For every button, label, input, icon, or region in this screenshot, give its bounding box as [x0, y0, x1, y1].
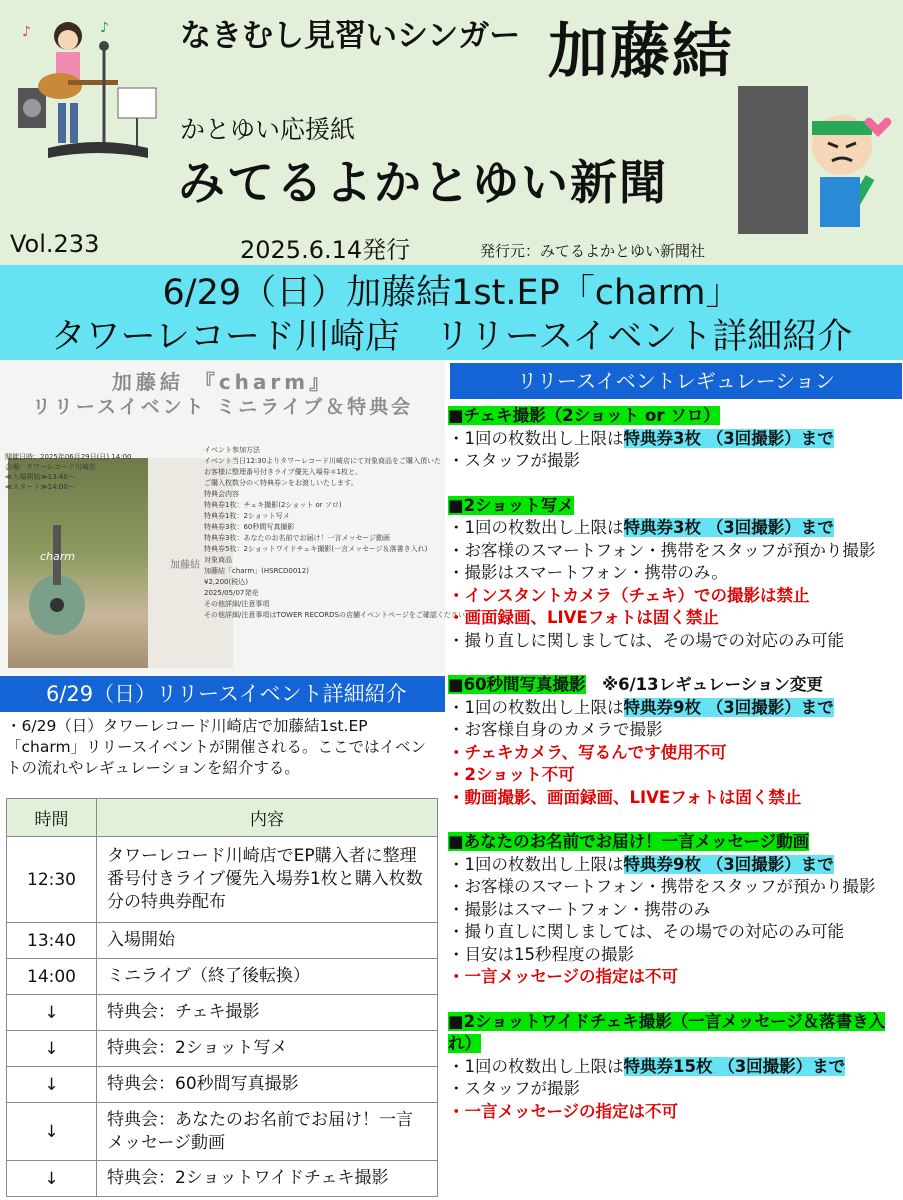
- paper-name: みてるよかとゆい新聞: [178, 156, 668, 211]
- volume-number: Vol.233: [10, 230, 100, 258]
- table-row: [7, 1161, 438, 1197]
- section-bar-event-details: 6/29（日）リリースイベント詳細紹介: [0, 676, 445, 712]
- regulation-warning: ・一言メッセージの指定は不可: [448, 1101, 679, 1121]
- regulation-heading: ■2ショット写メ: [448, 495, 574, 515]
- regulation-limit: ・1回の枚数出し上限は特典券9枚 （3回撮影）まで: [448, 854, 834, 874]
- regulation-list: [448, 405, 900, 1145]
- issue-date: 2025.6.14発行: [240, 236, 411, 264]
- publisher: 発行元：みてるよかとゆい新聞社: [480, 242, 706, 260]
- table-row: [7, 959, 438, 995]
- regulation-line: ・目安は15秒程度の撮影: [448, 944, 634, 964]
- headline: [0, 265, 903, 360]
- headline-line-1: 6/29（日）加藤結1st.EP「charm」: [162, 273, 741, 313]
- regulation-block-60sec: [448, 674, 900, 809]
- schedule-time: ↓: [7, 1031, 97, 1067]
- column-header-content: 内容: [97, 799, 438, 837]
- schedule-time: ↓: [7, 1067, 97, 1103]
- regulation-block-message-video: [448, 831, 900, 989]
- schedule-content: 入場開始: [97, 923, 438, 959]
- fan-illustration: [800, 95, 900, 235]
- table-row: [7, 923, 438, 959]
- flyer-details: 開催日時：2025年06月29日(日) 14:00 会場：タワーレコード川崎店 ≪入場開始≫13:40～ ≪スタート≫14:00～: [5, 453, 132, 491]
- regulation-line: ・お客様のスマートフォン・携帯をスタッフが預かり撮影: [448, 877, 876, 896]
- regulation-heading: ■あなたのお名前でお届け！一言メッセージ動画: [448, 832, 810, 851]
- flyer-photo-caption: charm: [40, 550, 75, 563]
- section-bar-regulation: リリースイベントレギュレーション: [450, 363, 902, 399]
- schedule-table: [6, 798, 438, 1197]
- flyer-cover-label: 加藤結: [170, 560, 200, 571]
- guitar-illustration: [22, 520, 92, 640]
- table-row: [7, 1103, 438, 1161]
- regulation-heading-note: ※6/13レギュレーション変更: [585, 675, 823, 694]
- schedule-time: 14:00: [7, 959, 97, 995]
- schedule-time: 13:40: [7, 923, 97, 959]
- singer-illustration: [8, 8, 168, 168]
- table-header-row: [7, 799, 438, 837]
- regulation-line: ・お客様自身のカメラで撮影: [448, 720, 663, 739]
- schedule-content: 特典会：チェキ撮影: [97, 995, 438, 1031]
- regulation-limit: ・1回の枚数出し上限は特典券3枚 （3回撮影）まで: [448, 428, 834, 448]
- schedule-time: ↓: [7, 1161, 97, 1197]
- masthead: [0, 0, 903, 265]
- regulation-line: ・撮り直しに関しましては、その場での対応のみ可能: [448, 922, 844, 941]
- regulation-heading: ■チェキ撮影（2ショット or ソロ）: [448, 406, 720, 425]
- svg-text:♪: ♪: [100, 20, 109, 36]
- regulation-line: ・撮り直しに関しましては、その場での対応のみ可能: [448, 630, 844, 650]
- table-row: [7, 837, 438, 923]
- schedule-time: ↓: [7, 1103, 97, 1161]
- regulation-heading: ■60秒間写真撮影 ※6/13レギュレーション変更: [448, 675, 823, 694]
- regulation-line: ・スタッフが撮影: [448, 1079, 580, 1098]
- intro-text: ・6/29（日）タワーレコード川崎店で加藤結1st.EP「charm」リリースイベントが開催される。ここではイベントの流れやレギュレーションを紹介する。: [6, 717, 426, 777]
- regulation-limit: ・1回の枚数出し上限は特典券3枚 （3回撮影）まで: [448, 518, 834, 537]
- regulation-limit: ・1回の枚数出し上限は特典券9枚 （3回撮影）まで: [448, 697, 834, 717]
- regulation-warning: ・インスタントカメラ（チェキ）での撮影は禁止: [448, 585, 810, 605]
- regulation-line: ・スタッフが撮影: [448, 451, 580, 470]
- schedule-content: 特典会：60秒間写真撮影: [97, 1067, 438, 1103]
- schedule-time: ↓: [7, 995, 97, 1031]
- table-row: [7, 1031, 438, 1067]
- svg-text:♪: ♪: [22, 24, 31, 40]
- event-flyer: [0, 360, 472, 675]
- column-header-time: 時間: [7, 799, 97, 837]
- schedule-content: ミニライブ（終了後転換）: [97, 959, 438, 995]
- paper-subtitle: かとゆい応援紙: [180, 115, 356, 144]
- schedule-content: 特典会：2ショット写メ: [97, 1031, 438, 1067]
- singer-name: 加藤結: [548, 17, 734, 87]
- regulation-line: ・撮影はスマートフォン・携帯のみ。: [448, 563, 728, 582]
- table-row: [7, 1067, 438, 1103]
- schedule-content: 特典会：あなたのお名前でお届け！一言メッセージ動画: [97, 1103, 438, 1161]
- table-row: [7, 995, 438, 1031]
- decorative-block: [738, 86, 808, 234]
- regulation-warning: ・チェキカメラ、写るんです使用不可: [448, 742, 727, 762]
- regulation-warning: ・一言メッセージの指定は不可: [448, 967, 679, 986]
- regulation-block-wide-cheki: [448, 1011, 900, 1124]
- schedule-time: 12:30: [7, 837, 97, 923]
- regulation-warning: ・画面録画、LIVEフォトは固く禁止: [448, 608, 719, 627]
- schedule-content: 特典会：2ショットワイドチェキ撮影: [97, 1161, 438, 1197]
- regulation-line: ・撮影はスマートフォン・携帯のみ: [448, 899, 711, 919]
- regulation-heading: ■2ショットワイドチェキ撮影（一言メッセージ＆落書き入れ）: [448, 1011, 886, 1053]
- regulation-warning: ・2ショット不可: [448, 765, 575, 784]
- schedule-content: タワーレコード川崎店でEP購入者に整理番号付きライブ優先入場券1枚と購入枚数分の特典券配布: [97, 837, 438, 923]
- flyer-subtitle: リリースイベント ミニライブ＆特典会: [31, 396, 414, 418]
- tagline: なきむし見習いシンガー: [180, 18, 521, 54]
- headline-line-2: タワーレコード川崎店 リリースイベント詳細紹介: [50, 317, 853, 357]
- flyer-title: 加藤結 『charm』: [111, 370, 334, 394]
- regulation-line: ・お客様のスマートフォン・携帯をスタッフが預かり撮影: [448, 540, 876, 560]
- regulation-block-cheki: [448, 405, 900, 473]
- flyer-info: イベント参加方法 イベント当日12:30よりタワーレコード川崎店にて対象商品をご購入頂いた お客様に整理番号付きライブ優先入場券＊1枚と、 ご購入枚数分の＜特典券＞をお渡しいたします。 特典会内容 特典券1枚：チェキ撮影(2ショット or ソロ) 特典券1枚：2ショット写メ 特典券3枚：60秒間写真撮影 特典券3枚：あなたのお名前でお届け！一言メッセージ動画 特典券5枚：2ショットワイドチェキ撮影(一言メッセージ＆落書き入れ) 対象商品 加藤結「charm」(HSRCD0012) ¥2,200(税込) 2025/05/07発売 その他詳細/注意事項 その他詳細/注意事項はTOWER RECORDSの店舗イベントページをご確認ください。: [204, 446, 472, 619]
- regulation-warning: ・動画撮影、画面録画、LIVEフォトは固く禁止: [448, 787, 802, 807]
- regulation-block-2shot-photo: [448, 495, 900, 653]
- regulation-limit: ・1回の枚数出し上限は特典券15枚 （3回撮影）まで: [448, 1056, 846, 1076]
